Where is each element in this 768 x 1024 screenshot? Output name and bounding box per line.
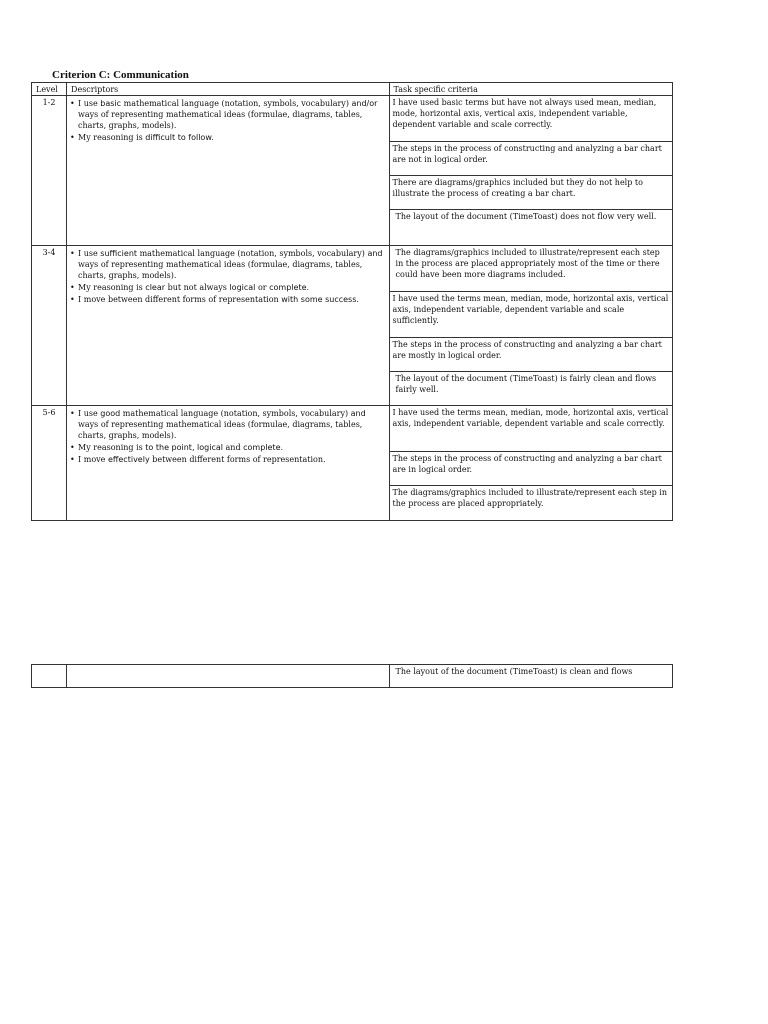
descriptor-bullet: • I move effectively between different forms of representation. xyxy=(69,454,387,465)
header-task-criteria: Task specific criteria xyxy=(389,83,672,96)
level-cell xyxy=(32,665,67,688)
criterion-item: I have used the terms mean, median, mode, horizontal axis, vertical axis, independent variable, dependent variable and scale correctly. xyxy=(390,406,672,452)
descriptor-bullet: • I use good mathematical language (notation, symbols, vocabulary) and ways of representing mathematical ideas (formulae, diagrams, tables, charts, graphs, models). xyxy=(69,408,387,441)
header-level: Level xyxy=(32,83,67,96)
criteria-cell xyxy=(389,406,672,521)
descriptor-bullet: • I use basic mathematical language (notation, symbols, vocabulary) and/or ways of representing mathematical ideas (formulae, diagrams, tables, charts, graphs, models). xyxy=(69,98,387,131)
criterion-item: The steps in the process of constructing and analyzing a bar chart are mostly in logical order. xyxy=(390,338,672,372)
criterion-item: The layout of the document (TimeToast) is fairly clean and flows fairly well. xyxy=(395,374,657,394)
criterion-item: The layout of the document (TimeToast) does not flow very well. xyxy=(395,212,657,221)
level-cell: 3-4 xyxy=(32,246,67,406)
table-row xyxy=(32,665,673,688)
criterion-item: The steps in the process of constructing and analyzing a bar chart are in logical order. xyxy=(390,452,672,486)
criteria-cell xyxy=(389,96,672,246)
table-row xyxy=(32,406,673,521)
descriptor-bullet: • My reasoning is difficult to follow. xyxy=(69,132,387,143)
descriptor-cell xyxy=(67,96,390,246)
descriptor-bullet: • My reasoning is to the point, logical and complete. xyxy=(69,442,387,453)
descriptor-bullet: • I move between different forms of representation with some success. xyxy=(69,294,387,305)
descriptor-cell xyxy=(67,246,390,406)
criterion-item: The layout of the document (TimeToast) is clean and flows xyxy=(395,667,633,676)
criterion-item: I have used basic terms but have not always used mean, median, mode, horizontal axis, vertical axis, independent variable, dependent variable and scale correctly. xyxy=(390,96,672,142)
descriptor-bullet: • I use sufficient mathematical language (notation, symbols, vocabulary) and ways of representing mathematical ideas (formulae, diagrams, tables, charts, graphs, models). xyxy=(69,248,387,281)
section-title: Criterion C: Communication xyxy=(52,69,189,81)
criteria-cell xyxy=(389,665,672,688)
criterion-item: The diagrams/graphics included to illustrate/represent each step in the process are placed appropriately most of the time or there could have been more diagrams included. xyxy=(390,246,672,292)
descriptor-cell xyxy=(67,406,390,521)
criterion-item: The steps in the process of constructing and analyzing a bar chart are not in logical order. xyxy=(390,142,672,176)
table-row xyxy=(32,246,673,406)
table-header-row xyxy=(32,83,673,96)
level-cell: 5-6 xyxy=(32,406,67,521)
descriptor-cell xyxy=(67,665,390,688)
rubric-table xyxy=(31,82,673,521)
criterion-item: There are diagrams/graphics included but they do not help to illustrate the process of creating a bar chart. xyxy=(390,176,672,210)
criterion-item: The diagrams/graphics included to illustrate/represent each step in the process are placed appropriately. xyxy=(392,488,668,508)
table-row xyxy=(32,96,673,246)
header-descriptors: Descriptors xyxy=(67,83,390,96)
criteria-cell xyxy=(389,246,672,406)
level-cell: 1-2 xyxy=(32,96,67,246)
rubric-table-continuation xyxy=(31,664,673,688)
criterion-item: I have used the terms mean, median, mode, horizontal axis, vertical axis, independent variable, dependent variable and scale sufficiently. xyxy=(390,292,672,338)
descriptor-bullet: • My reasoning is clear but not always logical or complete. xyxy=(69,282,387,293)
